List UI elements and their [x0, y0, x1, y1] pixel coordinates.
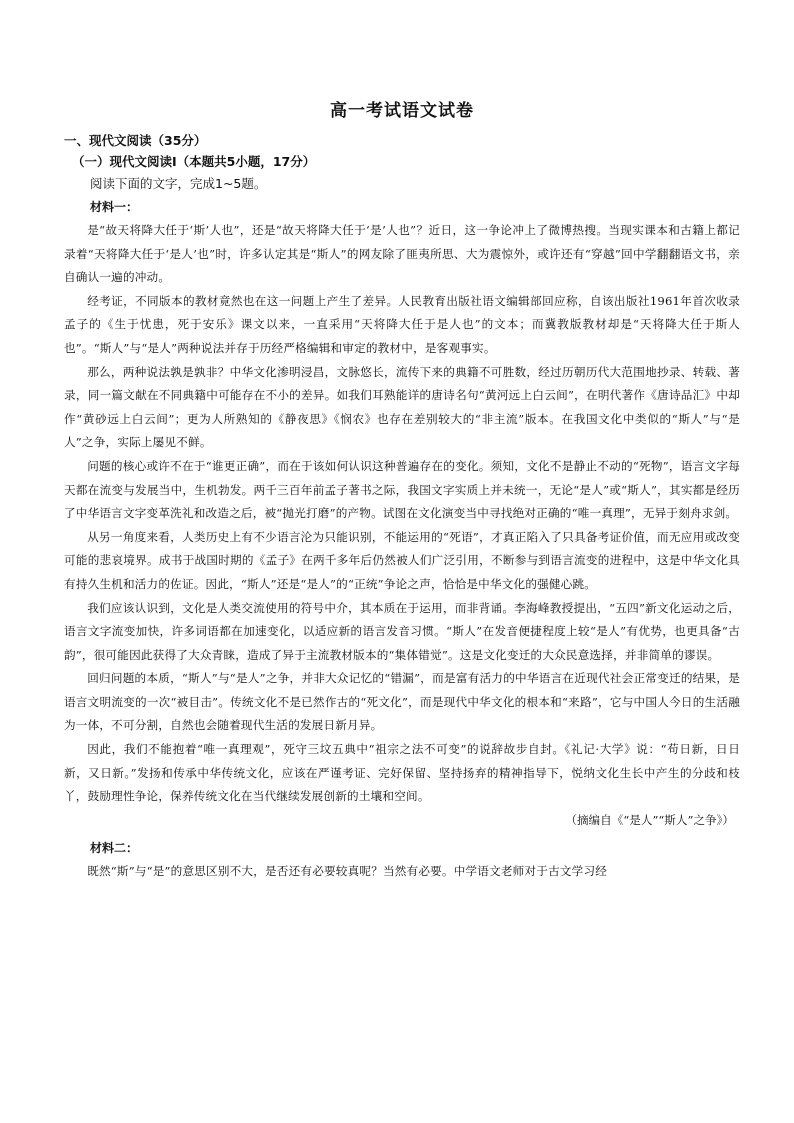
document-page [64, 96, 740, 884]
paragraph: 经考证，不同版本的教材竟然也在这一问题上产生了差异。人民教育出版社语文编辑部回应称，自该出版社1961年首次收录孟子的《生于忧患，死于安乐》课文以来，一直采用“天将降大任于是人也”的文本；而冀教版教材却是“天将降大任于斯人也”。“斯人”与“是人”两种说法并存于历经严格编辑和审定的教材中，是客观事实。 [64, 293, 740, 355]
material-one-label: 材料一： [90, 200, 139, 214]
subsection-heading: （一）现代文阅读Ⅰ（本题共5小题，17分） [72, 154, 316, 169]
source-citation: （摘编自《“是人”“斯人”之争》） [565, 812, 734, 827]
instruction-text: 阅读下面的文字，完成1~5题。 [90, 176, 267, 191]
paragraph: 我们应该认识到，文化是人类交流使用的符号中介，其本质在于运用，而非背诵。李海峰教授提出，“五四”新文化运动之后，语言文字流变加快，许多词语都在加速变化，以适应新的语言发音习惯。“斯人”在发音便捷程度上较“是人”有优势，也更具备“古韵”，很可能因此获得了大众青睐，造成了异于主流教材版本的“集体错觉”。这是文化变迁的大众民意选择，并非简单的谬误。 [64, 600, 740, 662]
paragraph: 问题的核心或许不在于“谁更正确”，而在于该如何认识这种普遍存在的变化。须知，文化不是静止不动的“死物”，语言文字每天都在流变与发展当中，生机勃发。两千三百年前孟子著书之际，我国文字实质上并未统一，无论“是人”或“斯人”，其实都是经历了中华语言文字变革洗礼和改造之后，被“抛光打磨”的产物。试图在文化演变当中寻找绝对正确的“唯一真理”，无异于刻舟求剑。 [64, 458, 740, 521]
paragraph: 是“故天将降大任于‘斯’人也”，还是“故天将降大任于‘是’人也”？近日，这一争论冲上了微博热搜。当现实课本和古籍上都记录着“天将降大任于‘是人’也”时，许多认定其是“斯人”的网友除了匪夷所思、大为震惊外，或许还有“穿越”回中学翻翻语文书，亲自确认一遍的冲动。 [64, 223, 740, 285]
paragraph: 因此，我们不能抱着“唯一真理观”，死守三坟五典中“祖宗之法不可变”的说辞故步自封。《礼记·大学》说：“苟日新，日日新，又日新。”发扬和传承中华传统文化，应该在严谨考证、完好保留、坚持扬弃的精神指导下，悦纳文化生长中产生的分歧和枝丫，鼓励理性争论，保养传统文化在当代继续发展创新的土壤和空间。 [64, 742, 740, 804]
material-two-label: 材料二： [90, 841, 139, 856]
paragraph: 那么，两种说法孰是孰非？中华文化渗明浸昌，文脉悠长，流传下来的典籍不可胜数，经过历朝历代大范围地抄录、转载、著录，同一篇文献在不同典籍中可能存在不小的差异。如我们耳熟能详的唐诗名句“黄河远上白云间”，在明代著作《唐诗品汇》中却作“黄砂远上白云间”；更为人所熟知的《静夜思》《悯农》也存在差别较大的“非主流”版本。在我国文化中类似的“斯人”与“是人”之争，实际上屡见不鲜。 [64, 364, 740, 450]
paragraph: 既然“斯”与“是”的意思区别不大，是否还有必要较真呢？当然有必要。中学语文老师对于古文学习经 [87, 864, 608, 879]
section-heading: 一、现代文阅读（35分） [64, 133, 207, 148]
paragraph: 从另一角度来看，人类历史上有不少语言沦为只能识别，不能运用的“死语”，才真正陷入了只具备考证价值，而无应用或改变可能的悲哀境界。成书于战国时期的《孟子》在两千多年后仍然被人们广泛引用，不断参与到语言流变的进程中，这是中华文化具有持久生机和活力的佐证。因此，“斯人”还是“是人”的“正统”争论之声，恰恰是中华文化的强健心跳。 [64, 529, 740, 591]
paragraph: 回归问题的本质，“斯人”与“是人”之争，并非大众记忆的“错漏”，而是富有活力的中华语言在近现代社会正常变迁的结果，是语言文明流变的一次“被目击”。传统文化不是已然作古的“死文化”，而是现代中华文化的根本和“来路”，它与中国人今日的生活融为一体，不可分割，自然也会随着现代生活的发展日新月异。 [64, 671, 740, 733]
page-title: 高一考试语文试卷 [330, 101, 474, 121]
